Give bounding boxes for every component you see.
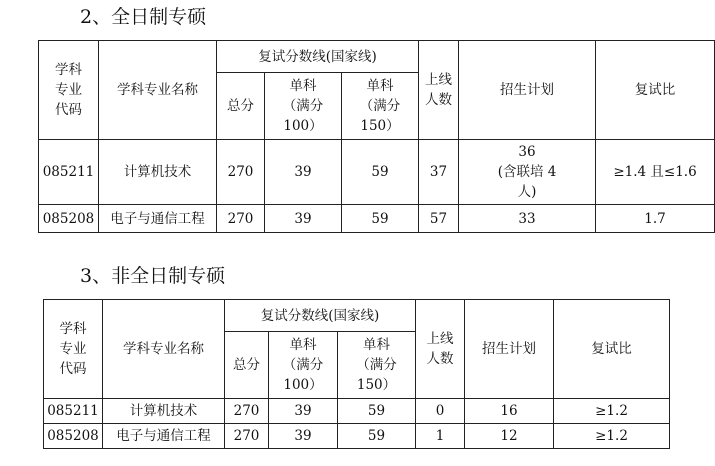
header-score-line: 复试分数线(国家线) <box>225 300 416 332</box>
header-ratio: 复试比 <box>554 300 670 399</box>
cell-name: 计算机技术 <box>99 140 217 205</box>
cell-single-100: 39 <box>265 205 342 233</box>
cell-single-150: 59 <box>338 399 416 424</box>
cell-single-150: 59 <box>342 140 419 205</box>
header-total: 总分 <box>217 73 265 140</box>
header-single-150: 单科 （满分 150） <box>338 332 416 399</box>
header-ratio: 复试比 <box>596 41 715 140</box>
cell-single-150: 59 <box>338 424 416 449</box>
header-single-100: 单科 （满分 100） <box>269 332 338 399</box>
cell-code: 085208 <box>44 424 103 449</box>
cell-plan: 36 (含联培 4 人) <box>459 140 596 205</box>
table-part-time <box>43 299 670 449</box>
cell-plan: 16 <box>465 399 554 424</box>
table-full-time <box>38 40 715 233</box>
table-row <box>44 399 670 424</box>
cell-admitted: 0 <box>416 399 465 424</box>
cell-name: 电子与通信工程 <box>103 424 225 449</box>
cell-total: 270 <box>217 205 265 233</box>
cell-admitted: 37 <box>419 140 459 205</box>
cell-ratio: ≥1.2 <box>554 399 670 424</box>
cell-single-100: 39 <box>265 140 342 205</box>
cell-total: 270 <box>225 424 269 449</box>
cell-total: 270 <box>217 140 265 205</box>
header-code: 学科 专业 代码 <box>44 300 103 399</box>
cell-name: 计算机技术 <box>103 399 225 424</box>
cell-ratio: 1.7 <box>596 205 715 233</box>
section-heading-part-time: 3、非全日制专硕 <box>80 265 226 287</box>
cell-plan: 12 <box>465 424 554 449</box>
table-row <box>39 140 715 205</box>
header-plan: 招生计划 <box>459 41 596 140</box>
header-single-100: 单科 （满分 100） <box>265 73 342 140</box>
cell-total: 270 <box>225 399 269 424</box>
cell-admitted: 1 <box>416 424 465 449</box>
cell-single-100: 39 <box>269 399 338 424</box>
cell-name: 电子与通信工程 <box>99 205 217 233</box>
header-name: 学科专业名称 <box>99 41 217 140</box>
cell-single-100: 39 <box>269 424 338 449</box>
cell-ratio: ≥1.4 且≤1.6 <box>596 140 715 205</box>
cell-ratio: ≥1.2 <box>554 424 670 449</box>
table-row <box>39 205 715 233</box>
header-plan: 招生计划 <box>465 300 554 399</box>
cell-code: 085211 <box>39 140 99 205</box>
cell-code: 085208 <box>39 205 99 233</box>
cell-plan: 33 <box>459 205 596 233</box>
header-admitted: 上线 人数 <box>416 300 465 399</box>
header-admitted: 上线 人数 <box>419 41 459 140</box>
header-single-150: 单科 （满分 150） <box>342 73 419 140</box>
cell-admitted: 57 <box>419 205 459 233</box>
section-heading-full-time: 2、全日制专硕 <box>80 6 207 28</box>
header-score-line: 复试分数线(国家线) <box>217 41 419 73</box>
header-name: 学科专业名称 <box>103 300 225 399</box>
table-row <box>44 424 670 449</box>
header-code: 学科 专业 代码 <box>39 41 99 140</box>
header-total: 总分 <box>225 332 269 399</box>
cell-single-150: 59 <box>342 205 419 233</box>
cell-code: 085211 <box>44 399 103 424</box>
